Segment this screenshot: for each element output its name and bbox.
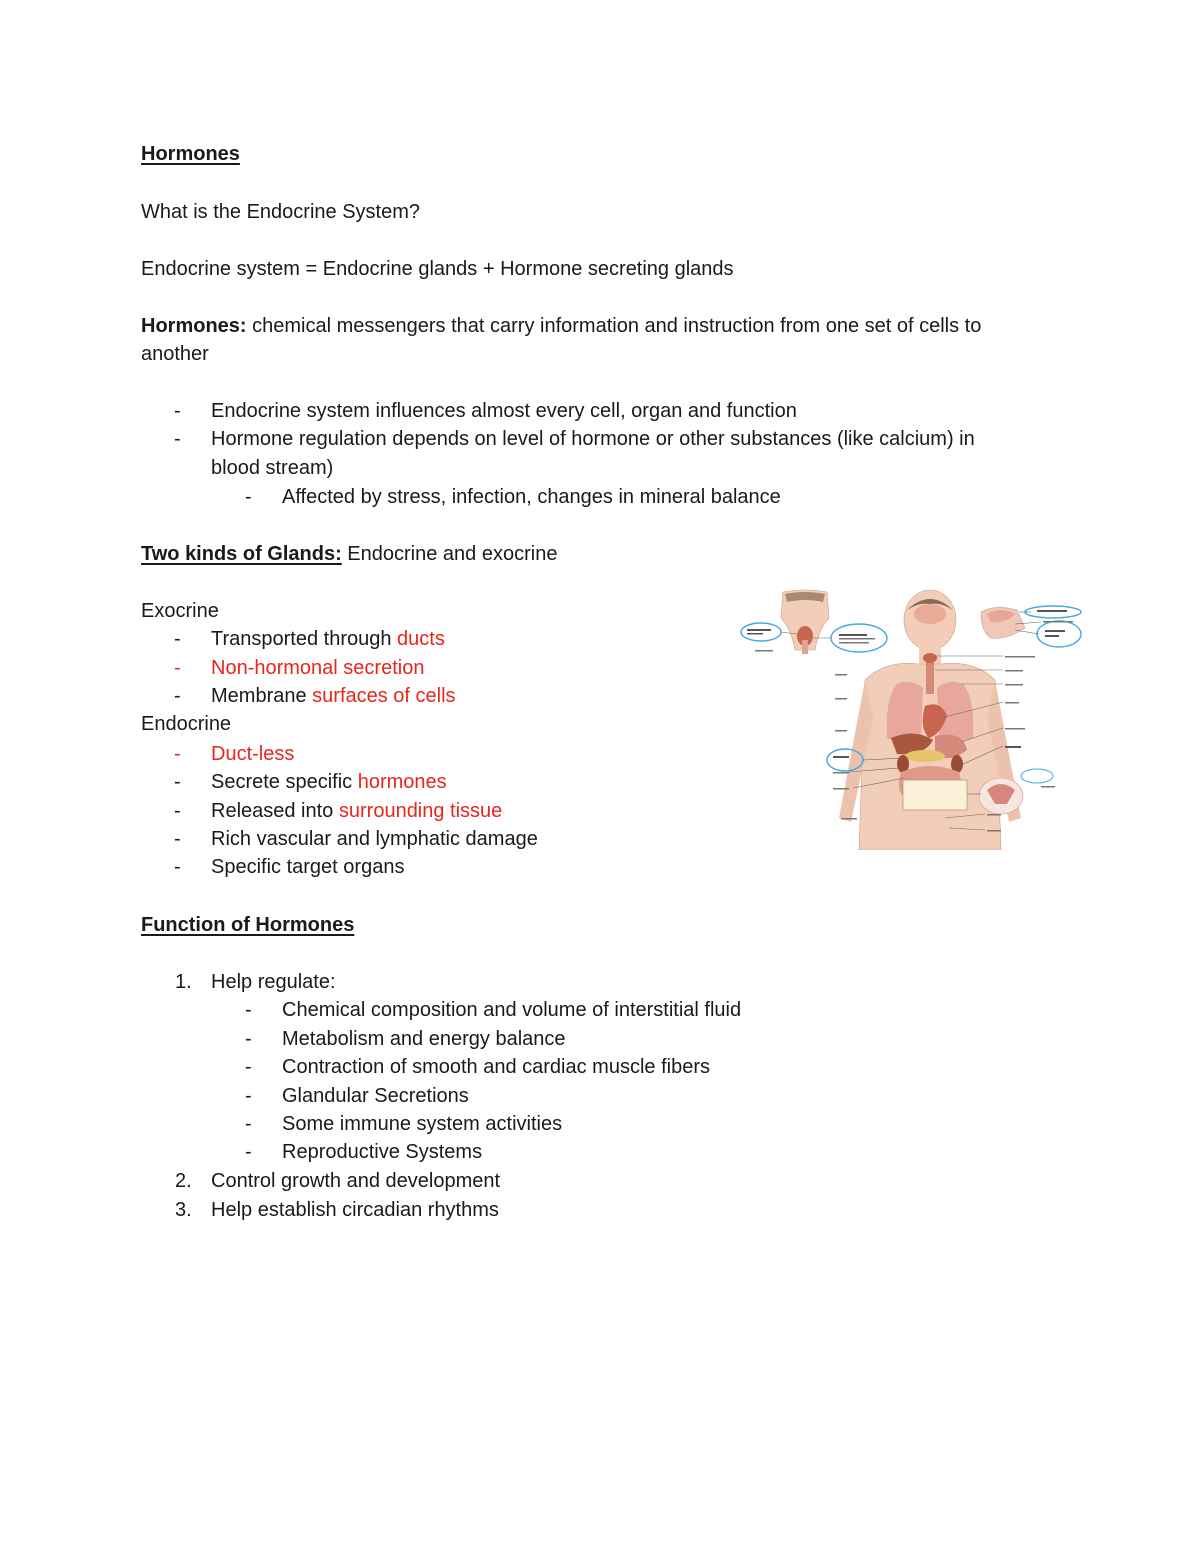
list-number: 2. bbox=[175, 1170, 192, 1192]
bullet-marker: - bbox=[245, 1113, 252, 1135]
sub-list-item: Reproductive Systems bbox=[282, 1141, 483, 1163]
list-item-text: Transported through bbox=[211, 628, 398, 650]
bullet-marker: - bbox=[245, 1056, 252, 1078]
function-heading: Function of Hormones bbox=[141, 914, 355, 936]
list-item bbox=[211, 682, 456, 710]
bullet-marker: - bbox=[174, 800, 181, 822]
question-line: What is the Endocrine System? bbox=[141, 201, 421, 223]
exocrine-label: Exocrine bbox=[141, 600, 219, 622]
bullet-marker: - bbox=[174, 685, 181, 707]
bullet-marker: - bbox=[174, 628, 181, 650]
list-item-text: Membrane bbox=[211, 685, 313, 707]
hormones-term: Hormones: bbox=[141, 315, 247, 337]
glands-line bbox=[141, 540, 557, 568]
list-item: Rich vascular and lymphatic damage bbox=[211, 828, 538, 850]
list-item: Duct-less bbox=[211, 743, 295, 765]
highlight-text: hormones bbox=[357, 771, 447, 793]
glands-text: Endocrine and exocrine bbox=[341, 543, 558, 565]
highlight-text: ducts bbox=[397, 628, 445, 650]
brain-inset bbox=[981, 606, 1081, 647]
sub-list-item: Some immune system activities bbox=[282, 1113, 563, 1135]
sub-list-item: Contraction of smooth and cardiac muscle fibers bbox=[282, 1056, 710, 1078]
list-item-text: Secrete specific bbox=[211, 771, 358, 793]
bullet-marker: - bbox=[245, 1085, 252, 1107]
list-item bbox=[211, 625, 445, 653]
list-item: Non-hormonal secretion bbox=[211, 657, 425, 679]
bullet-marker: - bbox=[245, 486, 252, 508]
highlight-text: surfaces of cells bbox=[312, 685, 456, 707]
equation-line: Endocrine system = Endocrine glands + Hormone secreting glands bbox=[141, 258, 734, 280]
highlight-text: surrounding tissue bbox=[338, 800, 503, 822]
list-number: 3. bbox=[175, 1199, 192, 1221]
sub-list-item: Chemical composition and volume of interstitial fluid bbox=[282, 999, 742, 1021]
endocrine-anatomy-figure bbox=[735, 588, 1085, 850]
hormones-definition-cont: another bbox=[141, 343, 209, 365]
bullet-marker: - bbox=[174, 771, 181, 793]
page-title: Hormones bbox=[141, 143, 240, 165]
hormones-definition bbox=[141, 312, 981, 340]
hormones-definition-text: chemical messengers that carry information and instruction from one set of cells to bbox=[246, 315, 982, 337]
sub-list-item: Metabolism and energy balance bbox=[282, 1028, 566, 1050]
bullet-marker: - bbox=[174, 400, 181, 422]
list-item bbox=[211, 797, 502, 825]
bullet-marker: - bbox=[174, 856, 181, 878]
list-item-text: Released into bbox=[211, 800, 339, 822]
bullet-marker: - bbox=[174, 428, 181, 450]
list-number: 1. bbox=[175, 971, 192, 993]
glands-heading: Two kinds of Glands: bbox=[141, 543, 342, 565]
numbered-item: Control growth and development bbox=[211, 1170, 501, 1192]
bullet-marker: - bbox=[174, 743, 181, 765]
bullet-marker: - bbox=[174, 657, 181, 679]
list-item bbox=[211, 768, 447, 796]
bullet-marker: - bbox=[174, 828, 181, 850]
numbered-item: Help establish circadian rhythms bbox=[211, 1199, 499, 1221]
bullet-marker: - bbox=[245, 999, 252, 1021]
neck-inset bbox=[741, 590, 887, 654]
list-item-cont: blood stream) bbox=[211, 457, 334, 479]
list-item: Specific target organs bbox=[211, 856, 405, 878]
bullet-marker: - bbox=[245, 1028, 252, 1050]
numbered-item: Help regulate: bbox=[211, 971, 336, 993]
sub-list-item: Affected by stress, infection, changes in mineral balance bbox=[282, 486, 781, 508]
bullet-marker: - bbox=[245, 1141, 252, 1163]
endocrine-label: Endocrine bbox=[141, 713, 232, 735]
list-item: Endocrine system influences almost every cell, organ and function bbox=[211, 400, 797, 422]
sub-list-item: Glandular Secretions bbox=[282, 1085, 469, 1107]
list-item: Hormone regulation depends on level of hormone or other substances (like calcium) in bbox=[211, 428, 975, 450]
